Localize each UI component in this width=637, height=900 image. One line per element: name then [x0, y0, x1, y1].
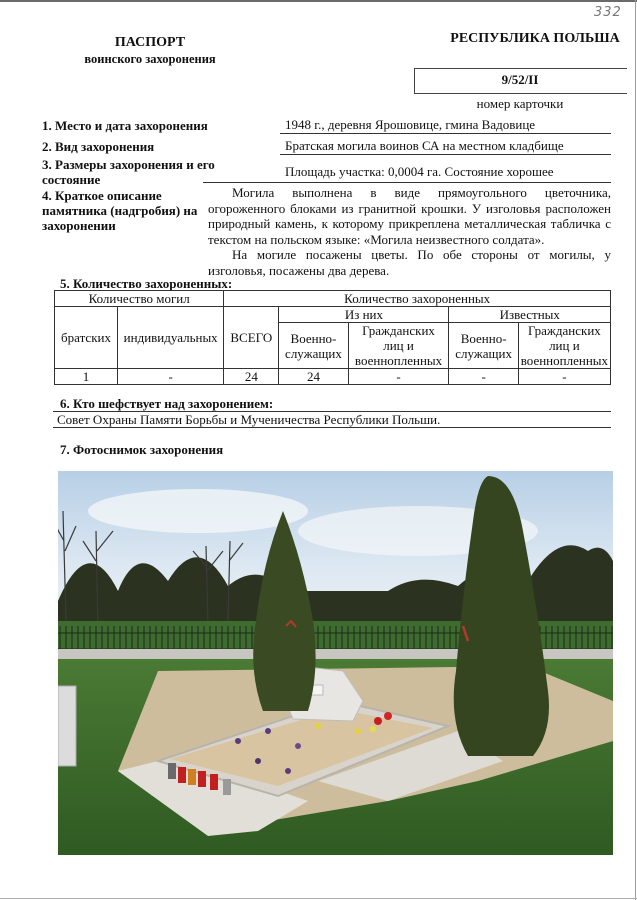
field-rule — [203, 182, 611, 183]
header-buried-count: Количество захороненных — [224, 291, 611, 307]
burials-heading: 5. Количество захороненных: — [60, 276, 233, 291]
field-value-size-condition: Площадь участка: 0,0004 га. Состояние хорошее — [285, 164, 554, 179]
description-label: 4. Краткое описание памятника (надгробия) на захоронении — [42, 188, 198, 233]
header-graves-count: Количество могил — [55, 291, 224, 307]
value-total: 24 — [224, 369, 279, 385]
value-mass-graves: 1 — [55, 369, 118, 385]
card-number: 9/52/II — [501, 72, 539, 87]
header-known: Известных — [449, 307, 611, 323]
col-known-servicemen: Военно-служащих — [449, 323, 518, 369]
page-top-edge — [0, 0, 637, 2]
patron-heading: 6. Кто шефствует над захоронением: — [60, 396, 274, 411]
patron-rule-bottom — [53, 427, 611, 428]
col-individual-graves: индивидуальных — [118, 307, 224, 369]
page-number: 332 — [594, 5, 622, 20]
document-subtitle: воинского захоронения — [84, 52, 216, 66]
description-paragraph: Могила выполнена в виде прямоугольного цветочника, огороженного блоками из гранитной крошки. У изголовья расположен природный камень, к которому прикреплена металлическая табличка с текстом на польском языке: «Могила неизвестного солдата». — [208, 185, 611, 247]
value-servicemen: 24 — [279, 369, 348, 385]
field-rule — [280, 133, 611, 134]
col-mass-graves: братских — [55, 307, 118, 369]
photo-heading: 7. Фотоснимок захоронения — [60, 442, 224, 457]
col-civilians-pow: Гражданских лиц и военнопленных — [348, 323, 449, 369]
header-of-them: Из них — [279, 307, 449, 323]
field-value-place-date: 1948 г., деревня Ярошовице, гмина Вадовице — [285, 117, 536, 132]
country-heading: РЕСПУБЛИКА ПОЛЬША — [450, 31, 620, 46]
value-civilians-pow: - — [348, 369, 449, 385]
field-value-burial-type: Братская могила воинов СА на местном кладбище — [285, 138, 564, 153]
value-known-civilians-pow: - — [518, 369, 610, 385]
burial-photo-image — [58, 471, 613, 855]
cloud — [88, 489, 308, 533]
field-rule — [280, 154, 611, 155]
field-label-burial-type: 2. Вид захоронения — [42, 139, 155, 154]
description-paragraph: На могиле посажены цветы. По обе стороны от могилы, у изголовья, посажены два дерева. — [208, 247, 611, 278]
field-label-place-date: 1. Место и дата захоронения — [42, 118, 208, 133]
neighbor-monument — [58, 686, 76, 766]
page-right-edge — [635, 0, 636, 900]
description-text — [208, 185, 611, 278]
field-label-size-condition: 3. Размеры захоронения и его состояние — [42, 157, 215, 187]
col-total: ВСЕГО — [224, 307, 279, 369]
col-servicemen: Военно-служащих — [279, 323, 348, 369]
burial-photo — [58, 471, 613, 855]
col-known-civilians-pow: Гражданских лиц и военнопленных — [518, 323, 610, 369]
burials-table — [54, 290, 611, 385]
card-number-label: номер карточки — [476, 96, 564, 111]
value-individual-graves: - — [118, 369, 224, 385]
document-title: ПАСПОРТ — [114, 35, 186, 50]
patron-value: Совет Охраны Памяти Борьбы и Мученичества Республики Польши. — [57, 412, 441, 427]
page-bottom-edge — [0, 898, 637, 899]
value-known-servicemen: - — [449, 369, 518, 385]
